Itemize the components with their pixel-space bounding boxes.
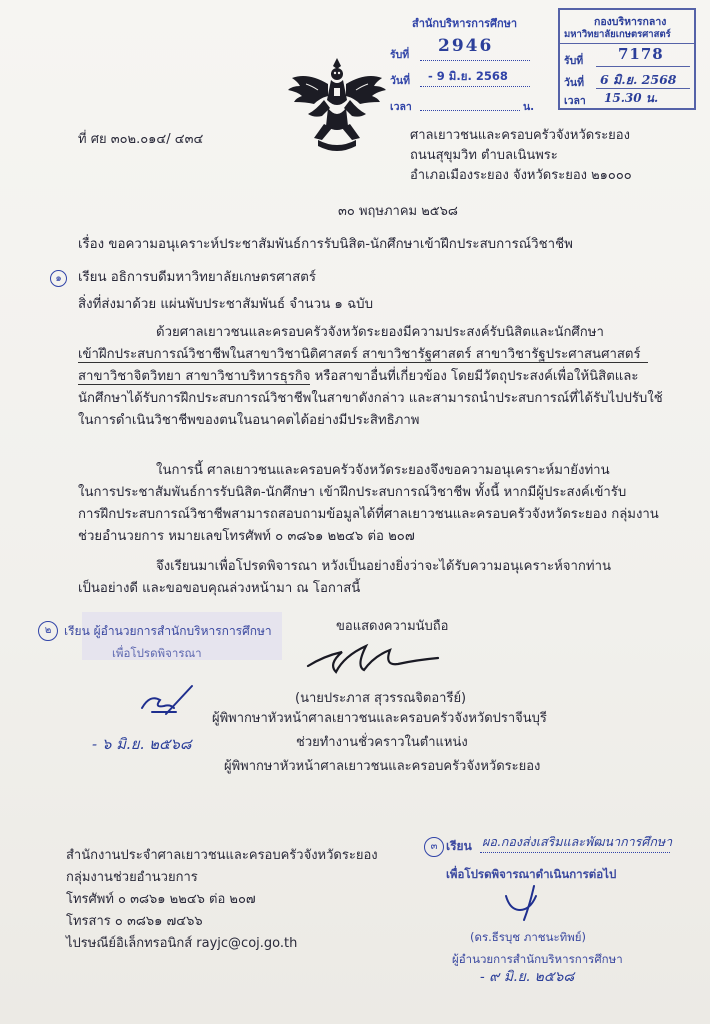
p2-line-4: ช่วยอำนวยการ หมายเลขโทรศัพท์ ๐ ๓๘๖๑ ๒๒๔๖ ต่อ ๒๐๗ (78, 529, 415, 544)
annotation-circle-3: ๓ (424, 837, 444, 857)
stamp-time-label: เวลา (390, 101, 412, 113)
letter-date: ๓๐ พฤษภาคม ๒๕๖๘ (338, 204, 458, 219)
memo-3-date: - ๙ มิ.ย. ๒๕๖๘ (480, 969, 575, 985)
subject-line: เรื่อง ขอความอนุเคราะห์ประชาสัมพันธ์การรับนิสิต-นักศึกษาเข้าฝึกประสบการณ์วิชาชีพ (78, 237, 573, 252)
stamp2-date: 6 มิ.ย. 2568 (600, 72, 677, 87)
signer-title-2: ช่วยทำงานชั่วคราวในตำแหน่ง (296, 735, 468, 750)
p1-line-5: ในการดำเนินวิชาชีพของตนในอนาคตได้อย่างมีประสิทธิภาพ (78, 413, 420, 428)
stamp-received-label: รับที่ (390, 49, 410, 61)
stamp-time-suffix: น. (523, 101, 535, 113)
division-receive-stamp (558, 8, 696, 110)
office-receive-stamp (370, 8, 545, 113)
address-line-3: อำเภอเมืองระยอง จังหวัดระยอง ๒๑๐๐๐ (410, 168, 632, 183)
paragraph-1 (78, 322, 663, 432)
footer-line-2: กลุ่มงานช่วยอำนวยการ (66, 870, 198, 885)
signer-title-1: ผู้พิพากษาหัวหน้าศาลเยาวชนและครอบครัวจังหวัดปราจีนบุรี (212, 711, 547, 726)
signer-title-3: ผู้พิพากษาหัวหน้าศาลเยาวชนและครอบครัวจังหวัดระยอง (224, 759, 541, 774)
reference-number: ที่ ศย ๓๐๒.๐๑๔/ ๔๓๔ (78, 132, 204, 147)
stamp2-time-label: เวลา (564, 95, 586, 107)
sender-address (410, 126, 632, 186)
stamp-date: - 9 มิ.ย. 2568 (428, 69, 508, 83)
stamp2-line1: กองบริหารกลาง (594, 16, 667, 28)
memo-3-dots (480, 852, 670, 853)
garuda-emblem (288, 54, 386, 154)
stamp2-date-label: วันที่ (564, 77, 584, 89)
p3-line-2: เป็นอย่างดี และขอขอบคุณล่วงหน้ามา ณ โอกาสนี้ (78, 581, 361, 596)
main-signature (300, 636, 470, 686)
address-line-2: ถนนสุขุมวิท ตำบลเนินพระ (410, 148, 558, 163)
p1-line-4: นักศึกษาได้รับการฝึกประสบการณ์วิชาชีพในสาขาดังกล่าว และสามารถนำประสบการณ์ที่ได้รับไปปรับใช้ (78, 391, 663, 406)
memo-3-to-label: เรียน (446, 839, 472, 853)
p2-line-2: ในการประชาสัมพันธ์การรับนิสิต-นักศึกษา เข้าฝึกประสบการณ์วิชาชีพ ทั้งนี้ หากมีผู้ประสงค์เข้ารับ (78, 485, 627, 500)
memo-3-purpose: เพื่อโปรดพิจารณาดำเนินการต่อไป (446, 867, 617, 881)
memo-2-purpose: เพื่อโปรดพิจารณา (112, 646, 202, 660)
memo-3-to: ผอ.กองส่งเสริมและพัฒนาการศึกษา (482, 834, 673, 849)
p1-line-3: สาขาวิชาจิตวิทยา สาขาวิชาบริหารธุรกิจ หรือสาขาอื่นที่เกี่ยวข้อง โดยมีวัตถุประสงค์เพื่อให้นิสิตและ (78, 369, 639, 384)
memo-2-initial (132, 680, 212, 720)
salutation-line: เรียน อธิการบดีมหาวิทยาลัยเกษตรศาสตร์ (78, 270, 316, 285)
stamp2-line2: มหาวิทยาลัยเกษตรศาสตร์ (564, 29, 671, 40)
annotation-circle-1: ๑ (50, 270, 67, 287)
stamp2-time: 15.30 น. (604, 91, 659, 105)
enclosure-line: สิ่งที่ส่งมาด้วย แผ่นพับประชาสัมพันธ์ จำนวน ๑ ฉบับ (78, 297, 374, 312)
memo-3-name: (ดร.ธีรบุช ภาชนะทิพย์) (470, 930, 587, 944)
p2-line-1: ในการนี้ ศาลเยาวชนและครอบครัวจังหวัดระยองจึงขอความอนุเคราะห์มายังท่าน (156, 463, 610, 478)
footer-line-4: โทรสาร ๐ ๓๘๖๑ ๗๔๖๖ (66, 914, 203, 929)
memo-2-to: เรียน ผู้อำนวยการสำนักบริหารการศึกษา (64, 624, 272, 638)
stamp-received-number: 2946 (438, 36, 494, 56)
p2-line-3: การฝึกประสบการณ์วิชาชีพสามารถสอบถามข้อมูลได้ที่ศาลเยาวชนและครอบครัวจังหวัดระยอง กลุ่มงาน (78, 507, 659, 522)
letter-footer (66, 845, 378, 955)
footer-line-1: สำนักงานประจำศาลเยาวชนและครอบครัวจังหวัดระยอง (66, 848, 378, 863)
p1-line-2: เข้าฝึกประสบการณ์วิชาชีพในสาขาวิชานิติศาสตร์ สาขาวิชารัฐศาสตร์ สาขาวิชารัฐประศาสนศาสตร์ (78, 347, 641, 362)
closing-phrase: ขอแสดงความนับถือ (336, 619, 449, 634)
paragraph-3 (78, 556, 611, 600)
stamp2-received-number: 7178 (618, 45, 664, 63)
p1-line-1: ด้วยศาลเยาวชนและครอบครัวจังหวัดระยองมีความประสงค์รับนิสิตและนักศึกษา (156, 325, 604, 340)
annotation-circle-2: ๒ (38, 621, 58, 641)
memo-3-signature (498, 880, 558, 922)
stamp-date-label: วันที่ (390, 75, 410, 87)
pen-underline-2 (78, 384, 310, 385)
pen-underline-1 (78, 362, 648, 363)
memo-3-title: ผู้อำนวยการสำนักบริหารการศึกษา (452, 952, 623, 966)
memo-2-date: - ๖ มิ.ย. ๒๕๖๘ (92, 735, 192, 753)
address-line-1: ศาลเยาวชนและครอบครัวจังหวัดระยอง (410, 128, 630, 143)
stamp-office-title: สำนักบริหารการศึกษา (412, 17, 518, 30)
footer-line-3: โทรศัพท์ ๐ ๓๘๖๑ ๒๒๔๖ ต่อ ๒๐๗ (66, 892, 256, 907)
p3-line-1: จึงเรียนมาเพื่อโปรดพิจารณา หวังเป็นอย่างยิ่งว่าจะได้รับความอนุเคราะห์จากท่าน (156, 559, 612, 574)
signer-name: (นายประภาส สุวรรณจิตอารีย์) (295, 691, 467, 706)
stamp2-received-label: รับที่ (564, 55, 584, 67)
paragraph-2 (78, 460, 659, 548)
footer-line-5: ไปรษณีย์อิเล็กทรอนิกส์ rayjc@coj.go.th (66, 936, 298, 951)
